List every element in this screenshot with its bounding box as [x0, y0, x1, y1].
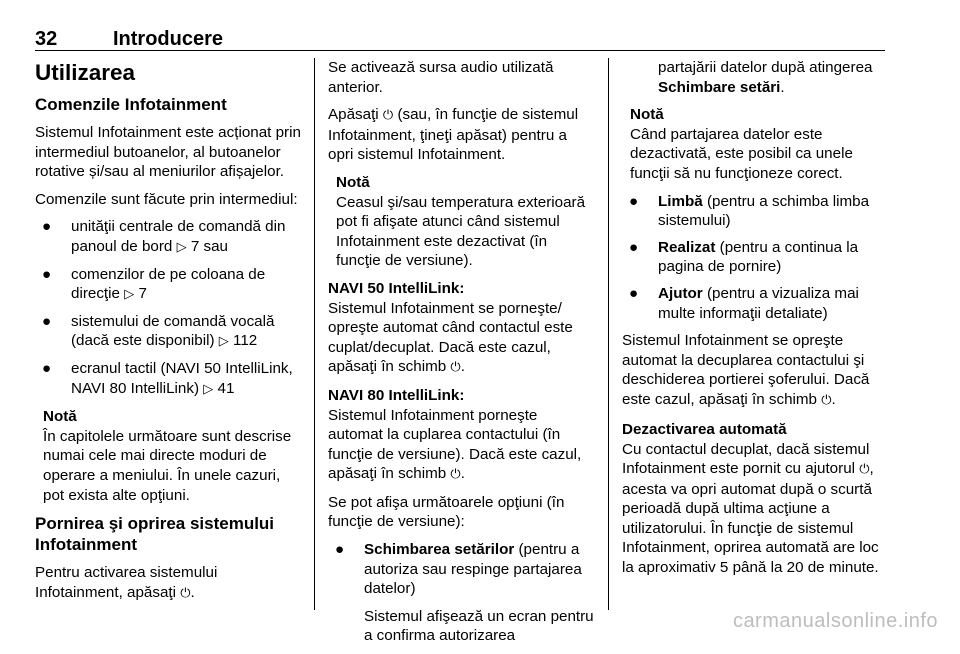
page-ref-arrow-icon: ▷: [176, 239, 187, 255]
list-item: ● unităţii centrale de comandă din panoul de bord ▷ 7 sau: [42, 218, 286, 255]
column-2: [328, 58, 596, 654]
list-item: ● ecranul tactil (NAVI 50 IntelliLink, NAVI 80 IntelliLink) ▷ 41: [42, 359, 293, 397]
paragraph: Cu contactul decuplat, dacă sistemul Infotainment este pornit cu ajutorul ⏻, acesta va opri automat după o scurtă perioadă după ultima acţiune a utilizatorului. În funcţie de sistemul Infotainment, oprirea automată are loc la aproximativ 5 până la 20 de minute.: [622, 440, 879, 577]
paragraph: Se pot afişa următoarele opţiuni (în funcţie de versiune):: [328, 493, 565, 531]
option-label: Limbă: [658, 192, 703, 210]
chapter-title: Introducere: [113, 28, 224, 50]
paragraph: Apăsaţi ⏻ (sau, în funcţie de sistemul Infotainment, ţineţi apăsat) pentru a opri sistemul Infotainment.: [328, 106, 579, 164]
column-3: [622, 58, 894, 586]
bullet-icon: ●: [629, 192, 639, 210]
column-divider-1: [314, 58, 315, 610]
paragraph: Sistemul afişează un ecran pentru a confirma autorizarea: [364, 607, 594, 645]
list-item: ● Realizat (pentru a continua la pagina de pornire): [629, 238, 859, 276]
auto-off-heading: Dezactivarea automată: [622, 420, 787, 438]
column-1: [35, 58, 303, 611]
section-title: Utilizarea: [35, 60, 136, 85]
paragraph: Sistemul Infotainment se opreşte automat la decuplarea contactului şi deschiderea portierei şoferului. Dacă este cazul, apăsaţi în schimb ⏻.: [622, 332, 870, 408]
note-text: Când partajarea datelor este dezactivată, este posibil ca unele funcţii să nu funcţioneze corect.: [630, 125, 853, 182]
page-ref[interactable]: 7 sau: [190, 237, 228, 255]
bullet-icon: ●: [629, 284, 639, 302]
page-ref[interactable]: 112: [233, 332, 258, 350]
header-rule: [35, 50, 885, 51]
bullet-icon: ●: [42, 312, 52, 330]
subsection-power: Pornirea şi oprirea sistemului Infotainment: [35, 514, 275, 555]
navi50-block: NAVI 50 IntelliLink: Sistemul Infotainment se porneşte/ opreşte automat când contactul este cuplat/decuplat. Dacă este cazul, apăsaţi în schimb ⏻.: [328, 279, 596, 378]
option-label: Schimbarea setărilor: [364, 541, 515, 559]
list-item: ● Schimbarea setărilor (pentru a autoriza sau respinge partajarea datelor): [335, 541, 582, 598]
column-divider-2: [608, 58, 609, 610]
navi80-heading: NAVI 80 IntelliLink:: [328, 386, 465, 404]
page-ref-arrow-icon: ▷: [124, 287, 135, 303]
page-ref-arrow-icon: ▷: [203, 381, 214, 397]
subsection-controls: Comenzile Infotainment: [35, 95, 227, 114]
bullet-icon: ●: [335, 541, 345, 559]
power-icon: ⏻: [821, 392, 832, 408]
page-ref-arrow-icon: ▷: [218, 334, 229, 350]
list-item: ● sistemului de comandă vocală (dacă este disponibil) ▷ 112: [42, 312, 275, 350]
paragraph: Se activează sursa audio utilizată anterior.: [328, 59, 554, 96]
power-icon: ⏻: [180, 585, 191, 601]
power-icon: ⏻: [382, 108, 394, 124]
list-item: ● Ajutor (pentru a vizualiza mai multe informaţii detaliate): [629, 284, 859, 322]
paragraph: partajării datelor după atingerea Schimbare setări.: [658, 59, 873, 96]
bullet-icon: ●: [629, 238, 639, 256]
power-icon: ⏻: [450, 467, 461, 483]
note-label: Notă: [630, 106, 664, 124]
power-icon: ⏻: [450, 360, 461, 376]
note-text: În capitolele următoare sunt descrise numai cele mai directe moduri de operare a meniului. În unele cazuri, pot exista alte opţiuni.: [43, 427, 292, 504]
options-list: [622, 192, 894, 324]
note-text: Ceasul şi/sau temperatura exterioară pot fi afişate atunci când sistemul Infotainment este dezactivat (în funcţie de versiune).: [336, 193, 586, 270]
note-label: Notă: [43, 408, 77, 426]
page-number: 32: [35, 28, 58, 50]
note-box: [336, 173, 596, 271]
note-label: Notă: [336, 173, 370, 191]
option-label: Ajutor: [658, 284, 703, 302]
navi50-heading: NAVI 50 IntelliLink:: [328, 279, 465, 297]
list-item: ● comenzilor de pe coloana de direcţie ▷ 7: [42, 265, 266, 303]
bullet-icon: ●: [42, 218, 52, 236]
power-icon: ⏻: [859, 462, 870, 478]
page-ref[interactable]: 41: [217, 379, 235, 397]
bullet-icon: ●: [42, 265, 52, 283]
list-item: ● Limbă (pentru a schimba limba sistemului): [629, 192, 870, 230]
page-ref[interactable]: 7: [138, 285, 147, 303]
option-label: Realizat: [658, 238, 716, 256]
paragraph: Comenzile sunt făcute prin intermediul:: [35, 190, 298, 208]
watermark: carmanualsonline.info: [732, 610, 938, 632]
note-box: [630, 105, 894, 183]
option-label: Schimbare setări: [658, 78, 781, 96]
bullet-icon: ●: [42, 359, 52, 377]
note-box: [43, 407, 303, 505]
controls-list: [35, 217, 303, 399]
options-list: [328, 540, 596, 599]
navi80-block: NAVI 80 IntelliLink: Sistemul Infotainment porneşte automat la cuplarea contactului (în funcţie de versiune). Dacă este cazul, apăsaţi în schimb ⏻.: [328, 386, 596, 485]
paragraph: Sistemul Infotainment este acționat prin intermediul butoanelor, al butoanelor rotative și/sau al meniurilor afișajelor.: [35, 124, 301, 181]
paragraph: Pentru activarea sistemului Infotainment, apăsaţi ⏻.: [35, 564, 218, 601]
